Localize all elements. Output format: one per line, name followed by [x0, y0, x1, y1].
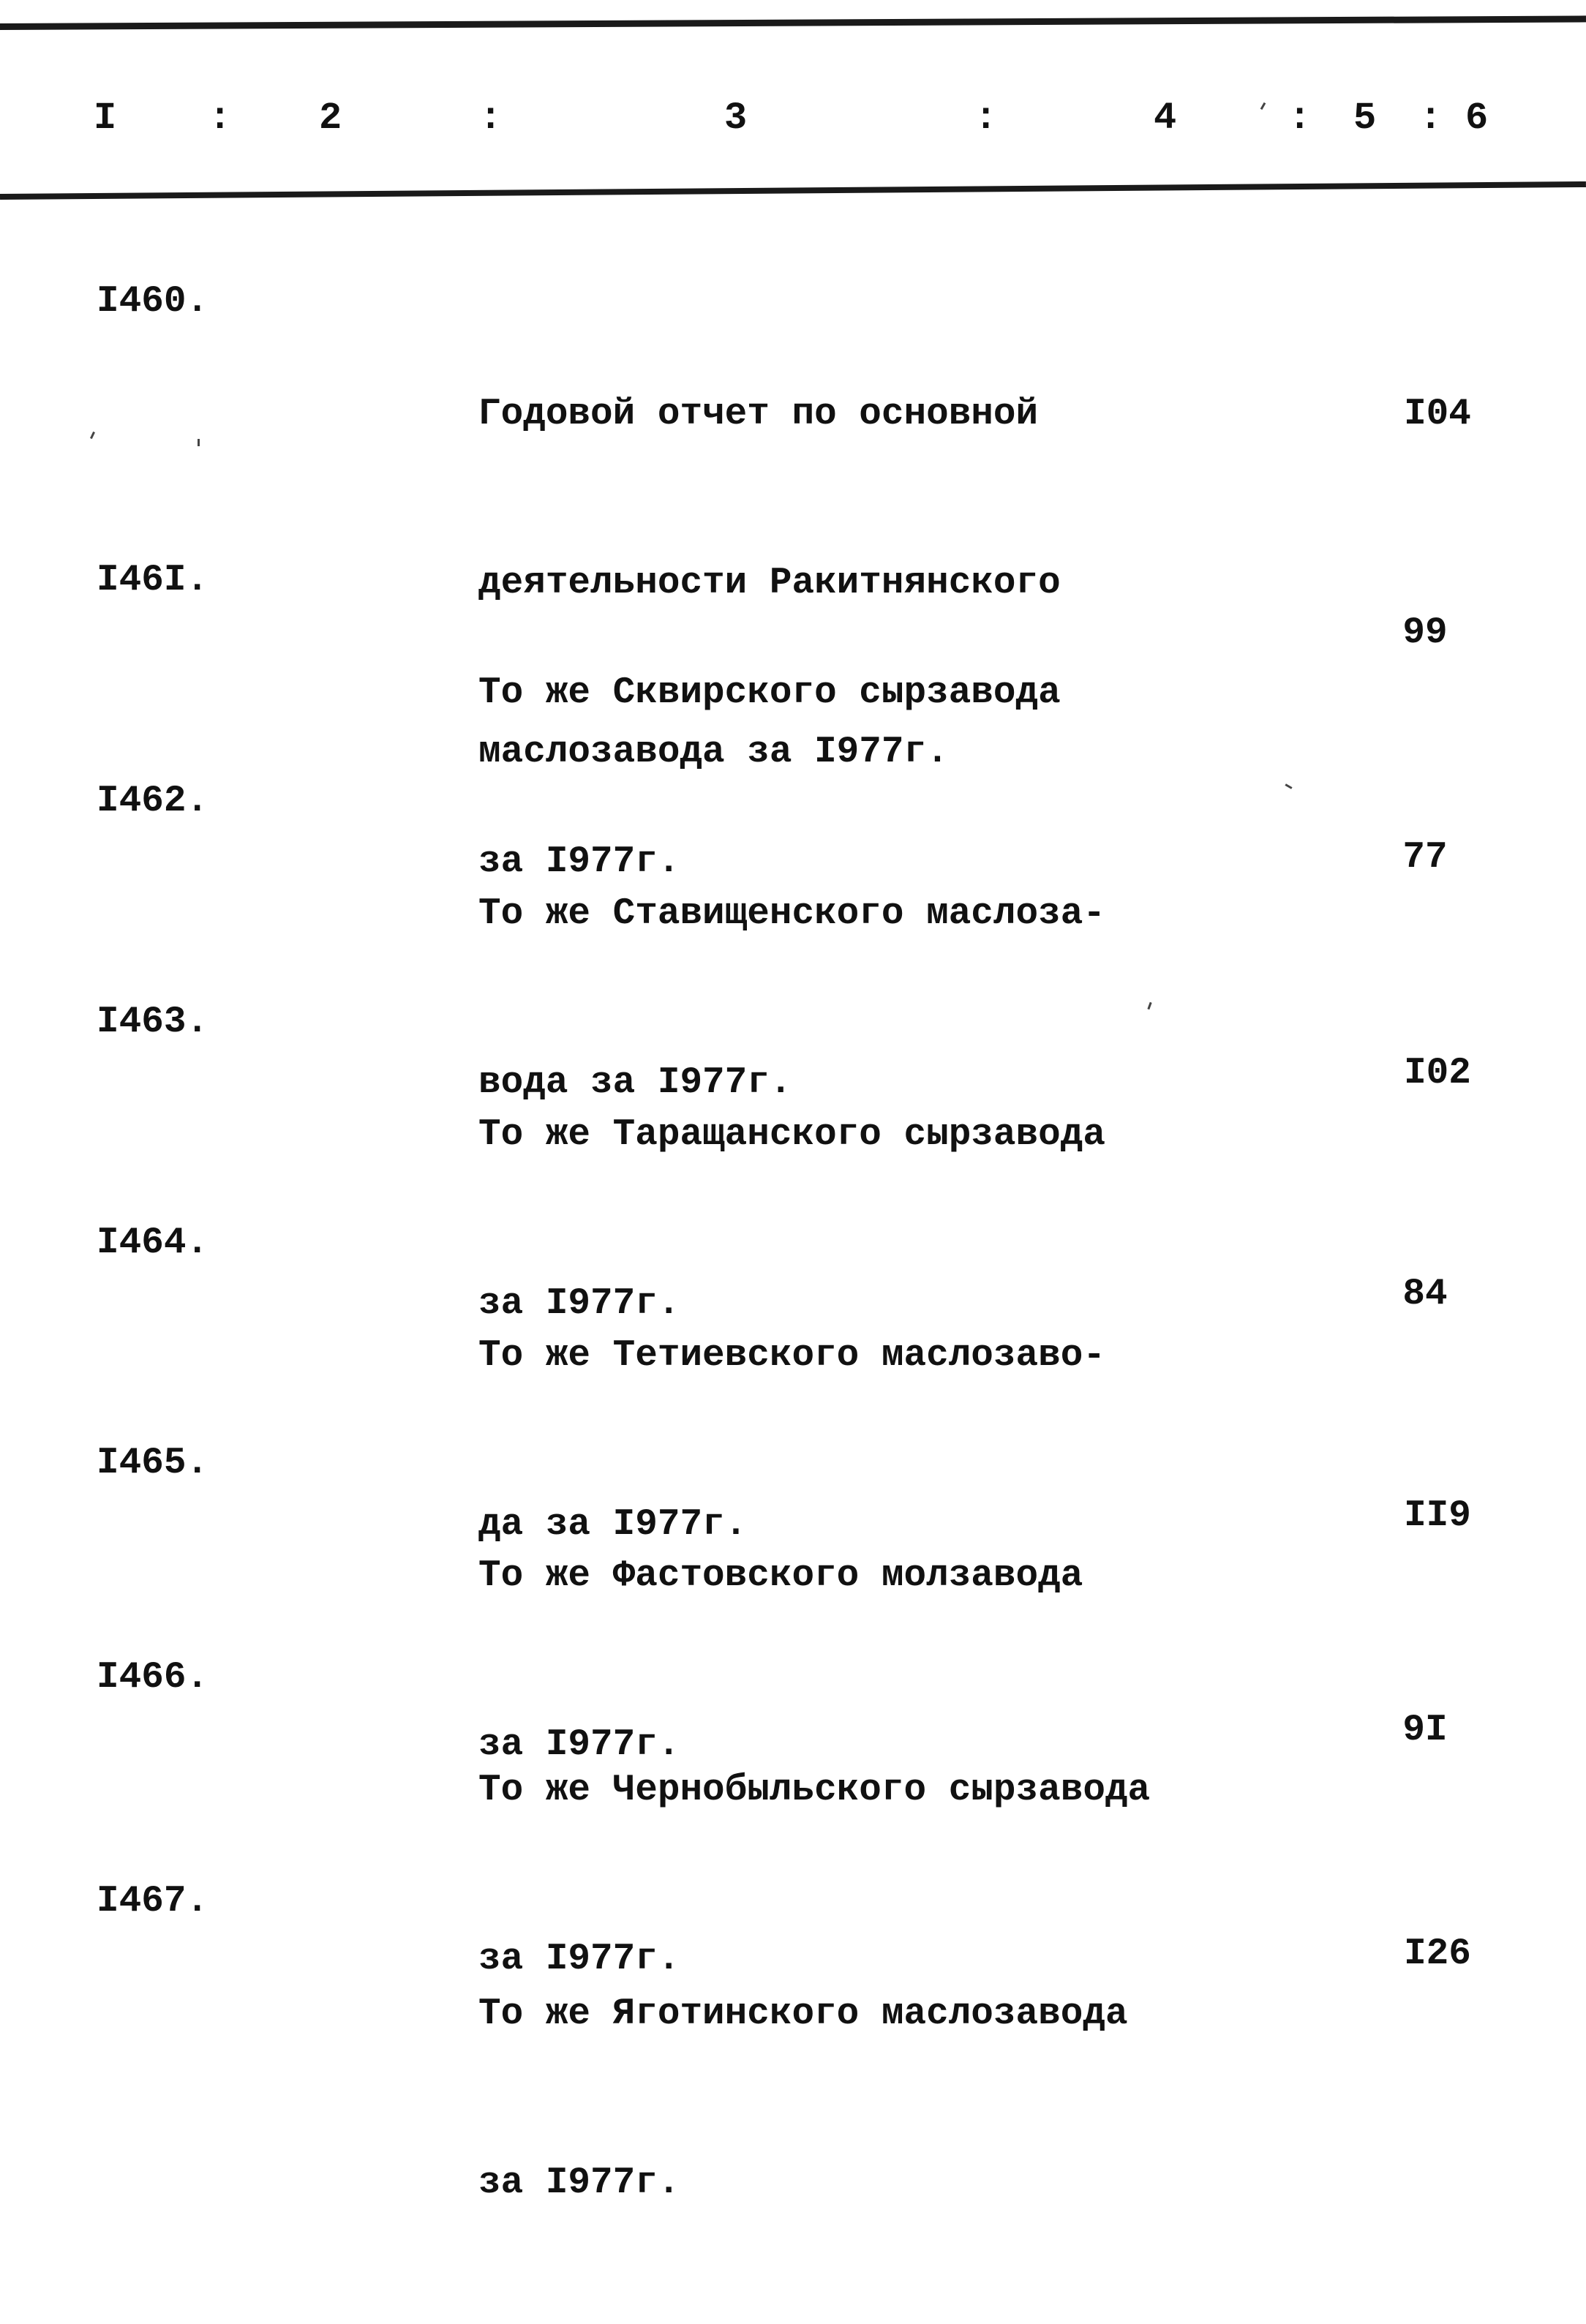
scan-speck	[1285, 783, 1292, 789]
description-line: То же Фастовского молзавода	[478, 1555, 1083, 1597]
entry-number: I462.	[97, 781, 209, 822]
entry-description	[478, 1873, 1128, 2324]
entry-number: I464.	[97, 1222, 209, 1264]
entry-page-count: I04	[1404, 394, 1471, 435]
scan-speck	[1260, 102, 1266, 110]
entry-number: I465.	[97, 1443, 209, 1484]
column-header-1: I	[94, 97, 117, 140]
description-line: за I977г.	[478, 1724, 680, 1766]
description-line: деятельности Ракитнянского	[478, 563, 1061, 604]
entry-page-count: 84	[1402, 1274, 1448, 1315]
entry-page-count: 9I	[1402, 1710, 1448, 1751]
scan-speck	[1147, 1002, 1151, 1009]
header-bottom-rule	[0, 181, 1586, 200]
description-line: за I977г.	[478, 841, 680, 883]
description-line: То же Сквирского сырзавода	[478, 672, 1061, 714]
column-header-6: 6	[1465, 97, 1489, 140]
description-line: То же Ставищенского маслоза-	[478, 893, 1105, 935]
entry-page-count: 99	[1402, 612, 1448, 654]
scan-speck	[198, 439, 200, 446]
column-separator: :	[1288, 97, 1312, 140]
column-header-5: 5	[1353, 97, 1377, 140]
entry-number: I466.	[97, 1657, 209, 1699]
entry-number: I460.	[97, 281, 209, 323]
column-separator: :	[1419, 97, 1443, 140]
description-line: за I977г.	[478, 2162, 680, 2204]
entry-page-count: I26	[1404, 1933, 1471, 1975]
description-line: маслозавода за I977г.	[478, 732, 949, 773]
column-header-2: 2	[319, 97, 342, 140]
column-separator: :	[479, 97, 503, 140]
description-line: вода за I977г.	[478, 1062, 792, 1104]
description-line: То же Яготинского маслозавода	[478, 1993, 1128, 2035]
entry-page-count: II9	[1404, 1495, 1471, 1537]
column-header-4: 4	[1154, 97, 1177, 140]
entry-number: I467.	[97, 1881, 209, 1922]
entry-number: I46I.	[97, 560, 209, 601]
description-line: То же Чернобыльского сырзавода	[478, 1770, 1151, 1811]
entry-page-count: I02	[1404, 1053, 1471, 1094]
description-line: То же Таращанского сырзавода	[478, 1114, 1105, 1156]
description-line: да за I977г.	[478, 1504, 748, 1546]
description-line: за I977г.	[478, 1283, 680, 1325]
description-line: за I977г.	[478, 1938, 680, 1980]
column-separator: :	[974, 97, 998, 140]
column-header-3: 3	[724, 97, 748, 140]
entry-page-count: 77	[1402, 837, 1448, 879]
scan-speck	[90, 432, 95, 439]
top-rule	[0, 15, 1586, 30]
entry-number: I463.	[97, 1001, 209, 1043]
description-line: То же Тетиевского маслозаво-	[478, 1335, 1105, 1377]
column-separator: :	[208, 97, 232, 140]
description-line: Годовой отчет по основной	[478, 394, 1039, 435]
